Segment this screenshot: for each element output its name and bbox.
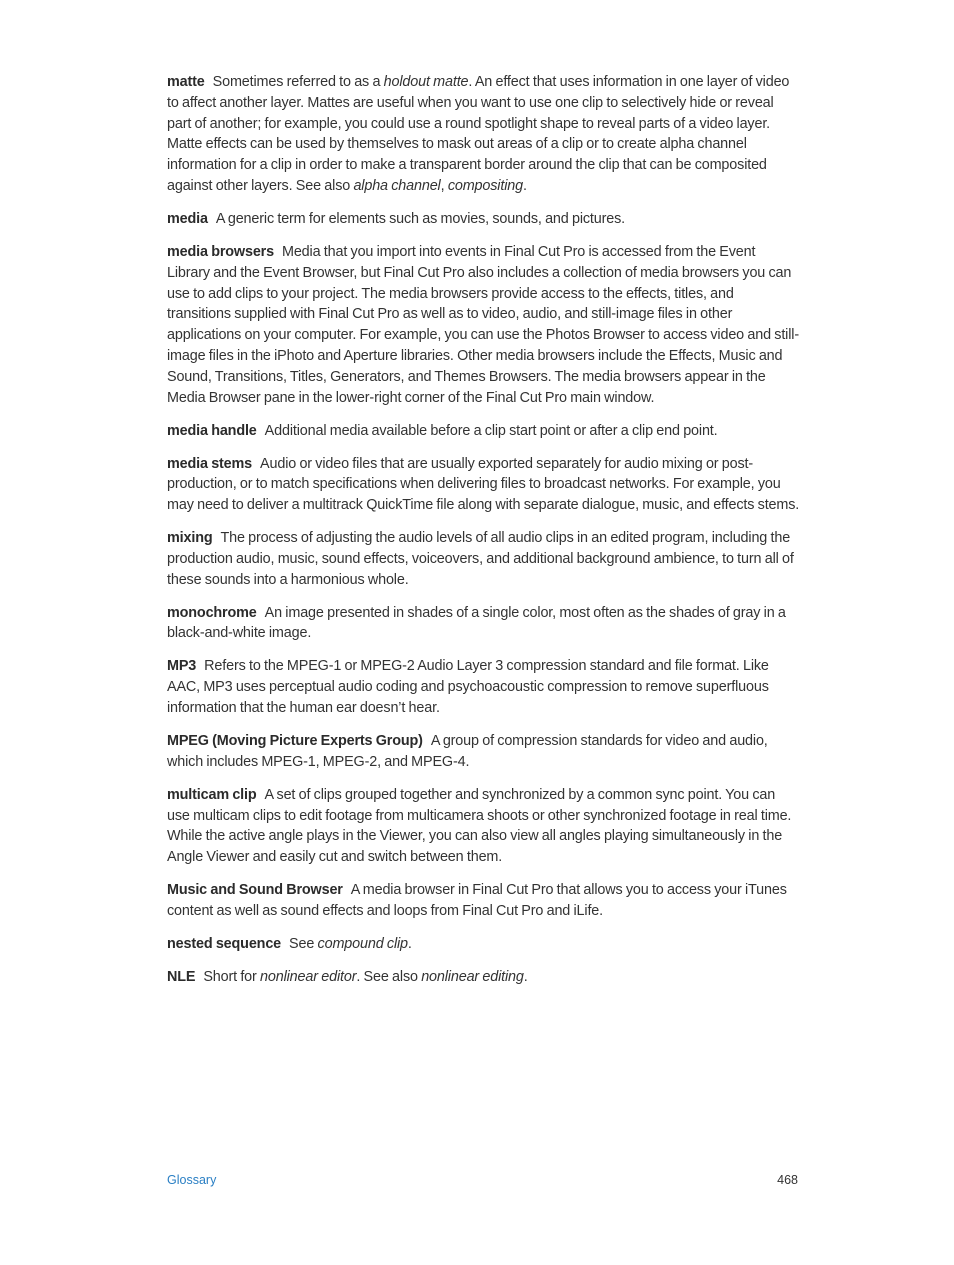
glossary-term: media handle — [167, 422, 257, 439]
glossary-definition-text: A media browser in Final Cut Pro that allows you to access your iTunes content as well as sound effects and loops from Final Cut Pro and iLife. — [167, 882, 787, 919]
glossary-definition-text: A generic term for elements such as movies, sounds, and pictures. — [215, 210, 626, 227]
glossary-definition-text: The process of adjusting the audio levels of all audio clips in an edited program, including the production audio, music, sound effects, voiceovers, and additional background ambience, to turn all of these sounds into a harmonious whole. — [167, 530, 794, 588]
glossary-content — [167, 72, 800, 1000]
glossary-entry — [167, 528, 800, 590]
glossary-crossref: nonlinear editor — [260, 968, 357, 985]
glossary-term: NLE — [167, 968, 196, 985]
glossary-entry — [167, 934, 800, 955]
glossary-crossref: alpha channel — [353, 177, 441, 194]
glossary-definition-text: A group of compression standards for video and audio, which includes MPEG-1, MPEG-2, and MPEG-4. — [167, 733, 768, 770]
glossary-definition-text: Additional media available before a clip start point or after a clip end point. — [264, 422, 718, 439]
glossary-definition-text: Sometimes referred to as a — [212, 74, 384, 90]
glossary-definition-text: . See also — [356, 968, 422, 985]
glossary-entry — [167, 421, 800, 442]
glossary-term: media browsers — [167, 243, 274, 260]
glossary-entry — [167, 209, 800, 230]
glossary-term: matte — [167, 74, 205, 90]
footer-section-link[interactable]: Glossary — [167, 1173, 217, 1187]
glossary-definition-text: See — [289, 935, 318, 952]
glossary-term: multicam clip — [167, 786, 257, 803]
glossary-definition-text: , — [440, 177, 448, 194]
glossary-definition-text: . — [522, 177, 527, 194]
glossary-crossref: compositing — [447, 177, 523, 194]
page-number: 468 — [777, 1173, 798, 1187]
glossary-term: media stems — [167, 455, 253, 472]
glossary-definition-text: Refers to the MPEG-1 or MPEG-2 Audio Layer 3 compression standard and file format. Like AAC, MP3 uses perceptual audio coding and psychoacoustic compression to remove superfluous information that the human ear doesn’t hear. — [167, 658, 769, 717]
glossary-term: MPEG (Moving Picture Experts Group) — [167, 733, 423, 750]
glossary-entry — [167, 731, 800, 773]
glossary-entry — [167, 603, 800, 645]
glossary-definition-text: . — [523, 968, 528, 985]
glossary-definition-text: Media that you import into events in Final Cut Pro is accessed from the Event Library and the Event Browser, but Final Cut Pro also includes a collection of media browsers you can use to add clips to your project. The media browsers provide access to the effects, titles, and transitions supplied with Final Cut Pro as well as to video, audio, and still-image files in other applications on your computer. For example, you can use the Photos Browser to access video and still-image files in the iPhoto and Aperture libraries. Other media browsers include the Effects, Music and Sound, Transitions, Titles, Generators, and Themes Browsers. The media browsers appear in the Media Browser pane in the lower-right corner of the Final Cut Pro main window. — [167, 243, 799, 406]
glossary-definition-text: A set of clips grouped together and synchronized by a common sync point. You can use multicam clips to edit footage from multicamera shoots or other synchronized footage in real time. While the active angle plays in the Viewer, you can also view all angles playing simultaneously in the Angle Viewer and easily cut and switch between them. — [167, 786, 792, 866]
glossary-entry — [167, 454, 800, 516]
glossary-term: MP3 — [167, 658, 197, 675]
glossary-entry — [167, 72, 800, 197]
glossary-entry — [167, 242, 800, 408]
glossary-definition-text: . — [407, 935, 412, 952]
glossary-definition-text: An image presented in shades of a single color, most often as the shades of gray in a black-and-white image. — [167, 604, 786, 642]
glossary-term: nested sequence — [167, 935, 282, 952]
glossary-entry — [167, 785, 800, 868]
glossary-term: media — [167, 210, 208, 227]
glossary-crossref: nonlinear editing — [421, 968, 524, 985]
glossary-term: monochrome — [167, 604, 257, 621]
glossary-crossref: compound clip — [317, 935, 408, 952]
glossary-entry — [167, 656, 800, 718]
glossary-crossref: holdout matte — [383, 74, 469, 90]
glossary-definition-text: . An effect that uses information in one layer of video to affect another layer. Mattes are useful when you want to use one clip to selectively hide or reveal part of another; for example, you could use a round spotlight shape to reveal parts of a video layer. Matte effects can be used by themselves to mask out areas of a clip or to create alpha channel information for a clip in order to make a transparent border around the clip that can be composited against other layers. See also — [167, 74, 790, 194]
glossary-definition-text: Audio or video files that are usually exported separately for audio mixing or post-production, or to match specifications when delivering files to broadcast networks. For example, you may need to deliver a multitrack QuickTime file along with separate dialogue, music, and effects stems. — [167, 455, 800, 514]
glossary-term: mixing — [167, 530, 213, 547]
glossary-entry — [167, 880, 800, 922]
glossary-definition-text: Short for — [203, 968, 261, 985]
glossary-entry — [167, 967, 800, 988]
glossary-term: Music and Sound Browser — [167, 882, 343, 899]
